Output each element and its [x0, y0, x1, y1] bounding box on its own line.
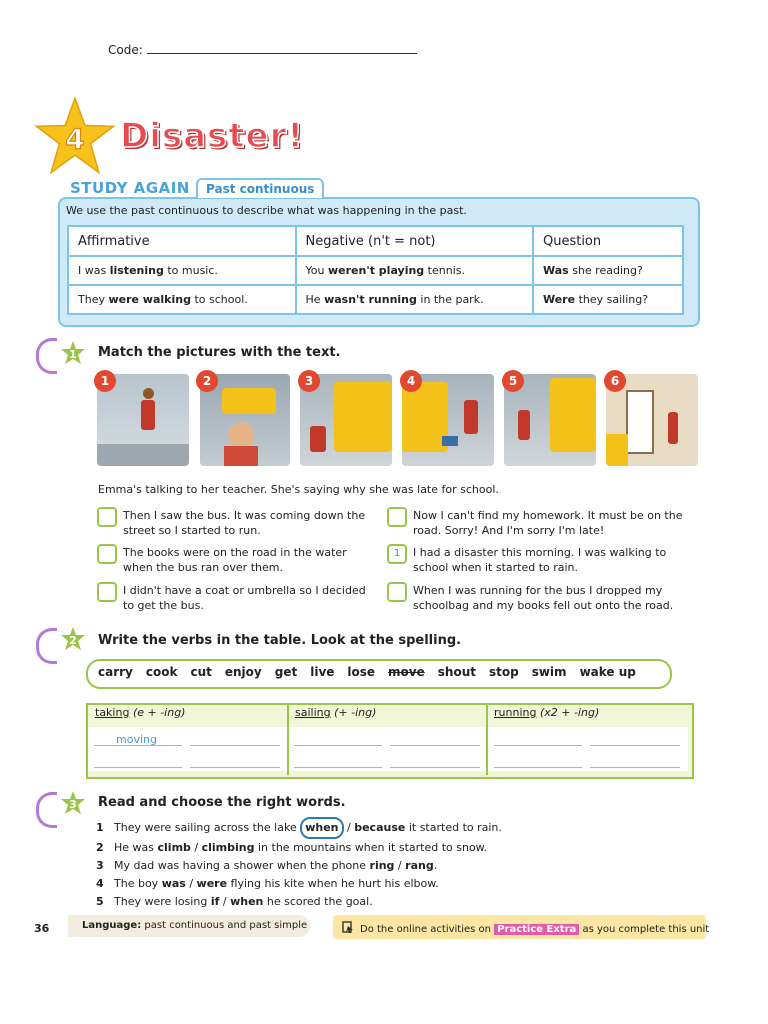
grammar-cell: Were they sailing?: [533, 285, 683, 314]
answer-box[interactable]: [97, 582, 117, 602]
verb-item: stop: [488, 665, 519, 679]
answer-box[interactable]: 1: [387, 544, 407, 564]
code-field: [108, 42, 417, 57]
answer-box[interactable]: [97, 507, 117, 527]
practice-extra-badge[interactable]: Practice Extra: [494, 924, 579, 935]
answer-line[interactable]: [94, 757, 182, 768]
answer-line[interactable]: [590, 735, 680, 746]
grammar-tab: Past continuous: [196, 178, 324, 198]
grammar-cell: They were walking to school.: [68, 285, 296, 314]
unit-star-icon: [34, 96, 116, 178]
col-negative: Negative (n't = not): [296, 226, 533, 256]
verb-item: cut: [190, 665, 212, 679]
choice-option[interactable]: ring: [369, 859, 395, 872]
audio-bracket-icon: [36, 338, 57, 374]
verb-item: live: [310, 665, 335, 679]
sentence-text: When I was running for the bus I dropped my schoolbag and my books fell out onto the road.: [413, 584, 674, 612]
page-number: 36: [34, 922, 50, 935]
sentence-text: The books were on the road in the water when the bus ran over them.: [123, 546, 347, 574]
list-item: 2 He was climb / climbing in the mountains when it started to snow.: [96, 841, 488, 854]
picture-number: 5: [502, 370, 524, 392]
answer-line[interactable]: [294, 757, 382, 768]
exercise-number-icon: [60, 340, 86, 366]
exercise-number-icon: [60, 790, 86, 816]
choice-option[interactable]: climb: [157, 841, 191, 854]
exercise-1-title: Match the pictures with the text.: [98, 345, 341, 360]
svg-text:1: 1: [69, 348, 77, 361]
answer-line[interactable]: [190, 757, 280, 768]
verb-item: carry: [98, 665, 133, 679]
unit-number: 4: [65, 122, 85, 156]
grammar-cell: Was she reading?: [533, 256, 683, 285]
grammar-row: [68, 256, 683, 285]
unit-title: Disaster!: [120, 116, 304, 156]
grammar-table: [67, 225, 684, 315]
choice-option[interactable]: when: [230, 895, 264, 908]
grammar-row: [68, 285, 683, 314]
answer-line[interactable]: [590, 757, 680, 768]
spelling-col-head: running (x2 + -ing): [494, 706, 600, 719]
audio-bracket-icon: [36, 792, 57, 828]
col-question: Question: [533, 226, 683, 256]
picture-number: 1: [94, 370, 116, 392]
verb-item: get: [274, 665, 298, 679]
verb-item: shout: [437, 665, 476, 679]
choice-option[interactable]: climbing: [201, 841, 255, 854]
sentence-text: I didn't have a coat or umbrella so I decided to get the bus.: [123, 584, 366, 612]
svg-text:3: 3: [69, 798, 77, 811]
sentence-text: Then I saw the bus. It was coming down the street so I started to run.: [123, 509, 366, 537]
choice-option[interactable]: rang: [405, 859, 434, 872]
language-note: Language: past continuous and past simple: [82, 920, 308, 931]
study-again-label: STUDY AGAIN: [70, 179, 190, 197]
example-answer: moving: [116, 733, 157, 746]
answer-line[interactable]: [494, 757, 582, 768]
sentence-text: Now I can't find my homework. It must be on the road. Sorry! And I'm sorry I'm late!: [413, 509, 683, 537]
answer-box[interactable]: [387, 582, 407, 602]
exercise-3-title: Read and choose the right words.: [98, 795, 346, 810]
cursor-click-icon: [342, 921, 354, 934]
grammar-cell: You weren't playing tennis.: [296, 256, 533, 285]
verb-list: [98, 665, 649, 679]
choice-option[interactable]: were: [196, 877, 228, 890]
chosen-answer[interactable]: when: [300, 817, 343, 839]
spelling-col-head: taking (e + -ing): [95, 706, 186, 719]
answer-box[interactable]: [387, 507, 407, 527]
picture-number: 6: [604, 370, 626, 392]
answer-line[interactable]: [390, 735, 480, 746]
answer-line[interactable]: [494, 735, 582, 746]
list-item: 4 The boy was / were flying his kite when he hurt his elbow.: [96, 877, 439, 890]
list-item: 3 My dad was having a shower when the phone ring / rang.: [96, 859, 438, 872]
answer-line[interactable]: [390, 757, 480, 768]
sentence-text: I had a disaster this morning. I was walking to school when it started to rain.: [413, 546, 667, 574]
grammar-cell: I was listening to music.: [68, 256, 296, 285]
picture-number: 4: [400, 370, 422, 392]
exercise-number-icon: [60, 626, 86, 652]
grammar-cell: He wasn't running in the park.: [296, 285, 533, 314]
choice-option[interactable]: because: [354, 821, 406, 834]
choice-option[interactable]: if: [210, 895, 220, 908]
verb-item: cook: [145, 665, 178, 679]
code-label: Code:: [108, 43, 143, 57]
svg-text:2: 2: [69, 634, 77, 647]
spelling-col-head: sailing (+ -ing): [295, 706, 377, 719]
picture-number: 3: [298, 370, 320, 392]
picture-number: 2: [196, 370, 218, 392]
verb-item: wake up: [579, 665, 636, 679]
verb-item: lose: [347, 665, 376, 679]
story-intro: Emma's talking to her teacher. She's saying why she was late for school.: [98, 483, 499, 496]
code-blank-line[interactable]: [147, 42, 417, 54]
online-note: Do the online activities on Practice Extra as you complete this unit: [360, 924, 710, 935]
verb-item-crossed: move: [388, 665, 425, 679]
exercise-3-list: [96, 817, 502, 911]
list-item: 5 They were losing if / when he scored the goal.: [96, 895, 373, 908]
answer-line[interactable]: [294, 735, 382, 746]
grammar-intro: We use the past continuous to describe what was happening in the past.: [66, 204, 467, 217]
col-affirmative: Affirmative: [68, 226, 296, 256]
audio-bracket-icon: [36, 628, 57, 664]
answer-line[interactable]: [190, 735, 280, 746]
choice-option[interactable]: was: [161, 877, 186, 890]
list-item: 1 They were sailing across the lake when / because it started to rain.: [96, 817, 502, 839]
answer-box[interactable]: [97, 544, 117, 564]
verb-item: enjoy: [224, 665, 262, 679]
verb-item: swim: [531, 665, 567, 679]
exercise-2-title: Write the verbs in the table. Look at the spelling.: [98, 633, 462, 648]
